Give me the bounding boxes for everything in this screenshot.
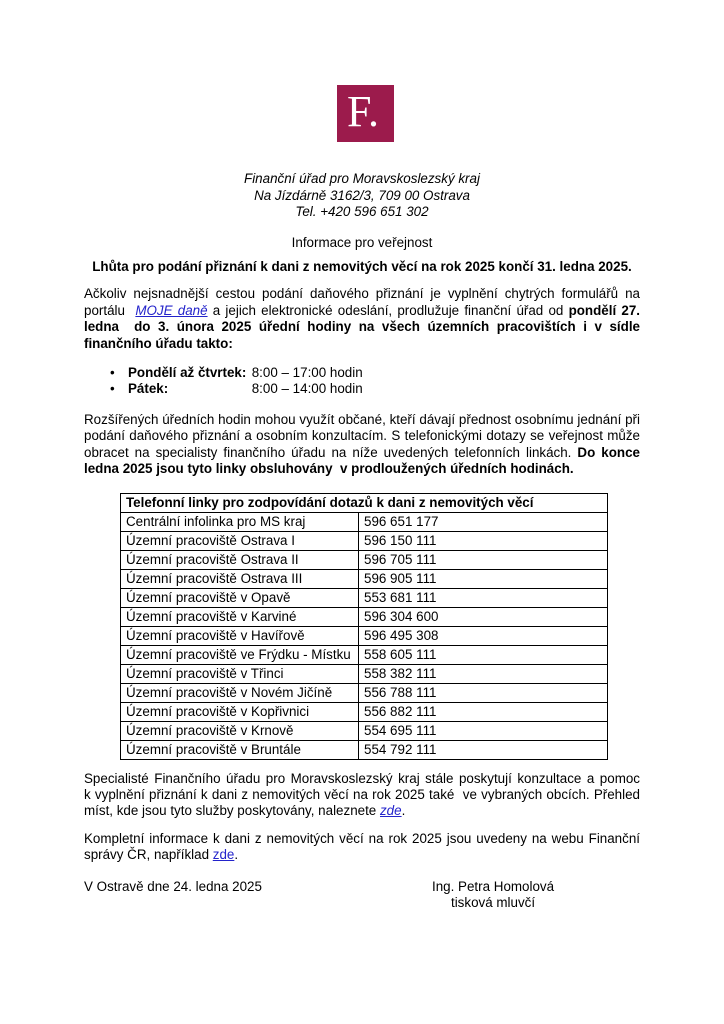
office-name-cell: Územní pracoviště v Bruntále [121,740,359,759]
phone-number-cell: 556 882 111 [359,702,608,721]
paragraph-consultations-text: Specialisté Finančního úřadu pro Moravskoslezský kraj stále poskytují konzultace a pomoc k vyplnění přiznání k dani z nemovitých věcí na rok 2025 také ve vybraných obcích. Přehled míst, kde jsou tyto služby poskytovány, naleznete [84,770,640,819]
paragraph-more-info-text: Kompletní informace k dani z nemovitých věcí na rok 2025 jsou uvedeny na webu Finanční správy ČR, například [84,830,640,863]
table-header-row [121,493,608,512]
phone-number-cell: 596 304 600 [359,607,608,626]
list-item [84,381,640,397]
table-row [121,664,608,683]
hours-day-label: Pátek: [128,381,169,397]
paragraph-intro [84,286,640,352]
bullet-icon: • [110,365,115,381]
paragraph-extended-hours [84,412,640,478]
office-name-cell: Územní pracoviště v Krnově [121,721,359,740]
signature-block [432,879,554,912]
phone-number-cell: 558 382 111 [359,664,608,683]
zde-link-web[interactable]: zde [212,847,235,863]
phone-number-cell: 554 792 111 [359,740,608,759]
table-row [121,588,608,607]
zde-link-places[interactable]: zde [379,803,402,819]
opening-hours-list [84,365,640,398]
table-row [121,740,608,759]
office-name-cell: Územní pracoviště Ostrava II [121,550,359,569]
paragraph-consultations-end: . [401,803,406,819]
hours-day-label: Pondělí až čtvrtek: [128,365,247,381]
table-row [121,607,608,626]
paragraph-more-info [84,831,640,864]
moje-dane-link[interactable]: MOJE daně [135,302,208,318]
paragraph-intro-text: Ačkoliv nejsnadnější cestou podání daňového přiznání je vyplnění chytrých formulářů na portálu [84,286,640,318]
phone-number-cell: 596 150 111 [359,531,608,550]
office-name-cell: Územní pracoviště Ostrava I [121,531,359,550]
paragraph-extended-bold: Do konce ledna 2025 jsou tyto linky obsluhovány v prodloužených úředních hodinách. [84,444,640,477]
table-header-cell: Telefonní linky pro zodpovídání dotazů k dani z nemovitých věcí [121,493,608,512]
phone-number-cell: 554 695 111 [359,721,608,740]
signature-row [84,879,640,912]
paragraph-intro-bold: pondělí 27. ledna do 3. února 2025 úřední hodiny na všech územních pracovištích i v sídle finančního úřadu takto: [84,302,640,351]
office-name-cell: Územní pracoviště v Kopřivnici [121,702,359,721]
signer-name: Ing. Petra Homolová [432,878,555,894]
place-date: V Ostravě dne 24. ledna 2025 [84,878,262,894]
list-item [84,365,640,381]
doc-subtitle: Informace pro veřejnost [291,234,433,250]
bullet-icon: • [110,381,115,397]
phone-number-cell: 596 705 111 [359,550,608,569]
paragraph-extended-text: Rozšířených úředních hodin mohou využít občané, kteří dávají přednost osobnímu jednání při podání daňového přiznání a osobním konzultacím. S telefonickými dotazy se veřejnost může obracet na specialisty finančního úřadu na níže uvedených telefonních linkách. [84,411,640,460]
table-row [121,645,608,664]
phone-table-section [84,493,640,760]
signer-title: tisková mluvčí [450,894,536,910]
table-row [121,702,608,721]
phone-number-cell: 596 651 177 [359,512,608,531]
paragraph-consultations [84,771,640,820]
paragraph-intro-mid: a jejich elektronické odeslání, prodlužuje finanční úřad od [207,302,569,318]
phone-number-cell: 596 905 111 [359,569,608,588]
hours-time: 8:00 – 17:00 hodin [251,365,363,381]
logo-row [84,0,640,146]
org-phone: Tel. +420 596 651 302 [295,204,429,220]
logo-letter: F. [347,87,379,136]
table-row [121,626,608,645]
doc-title: Lhůta pro podání přiznání k dani z nemovitých věcí na rok 2025 končí 31. ledna 2025. [92,259,632,275]
phone-number-cell: 596 495 308 [359,626,608,645]
org-address: Na Jízdárně 3162/3, 709 00 Ostrava [254,187,470,203]
office-name-cell: Územní pracoviště ve Frýdku - Místku [121,645,359,664]
office-name-cell: Územní pracoviště v Karviné [121,607,359,626]
paragraph-more-info-end: . [234,847,239,863]
office-name-cell: Centrální infolinka pro MS kraj [121,512,359,531]
table-row [121,721,608,740]
office-name-cell: Územní pracoviště Ostrava III [121,569,359,588]
org-name: Finanční úřad pro Moravskoslezský kraj [244,171,480,187]
office-name-cell: Územní pracoviště v Opavě [121,588,359,607]
table-row [121,550,608,569]
office-name-cell: Územní pracoviště v Třinci [121,664,359,683]
phone-number-cell: 553 681 111 [359,588,608,607]
table-row [121,569,608,588]
phone-lines-table [120,493,608,760]
table-row [121,512,608,531]
office-name-cell: Územní pracoviště v Havířově [121,626,359,645]
letterhead [84,171,640,220]
office-name-cell: Územní pracoviště v Novém Jičíně [121,683,359,702]
financni-sprava-logo-icon [337,85,394,142]
hours-time: 8:00 – 14:00 hodin [251,381,363,397]
table-row [121,683,608,702]
phone-number-cell: 556 788 111 [359,683,608,702]
phone-number-cell: 558 605 111 [359,645,608,664]
table-row [121,531,608,550]
